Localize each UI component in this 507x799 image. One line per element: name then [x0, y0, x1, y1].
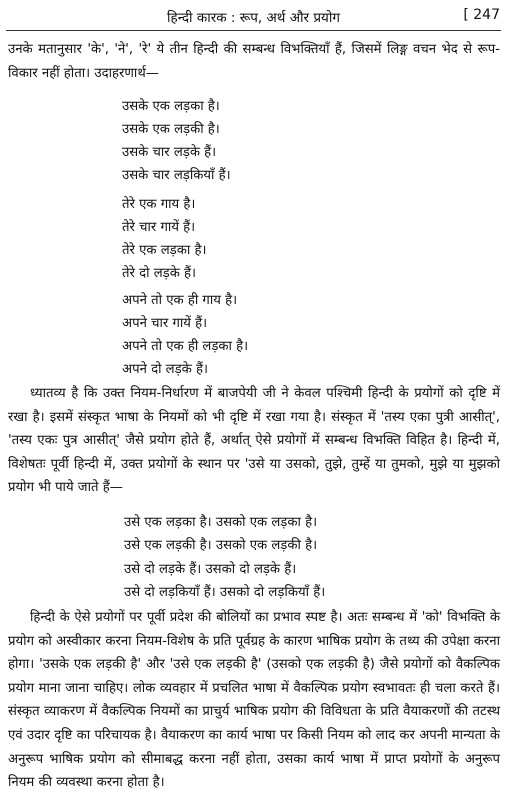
intro-paragraph: उनके मतानुसार 'के', 'ने', 'रे' ये तीन हिन्दी की सम्बन्ध विभक्तियाँ हैं, जिसमें लिङ्ग वचन भेद से रूप-विकार नहीं होता। उदाहरणार्थ—: [8, 42, 500, 81]
example-line: अपने दो लड़के हैं।: [122, 362, 209, 377]
example-line: उसके एक लड़की है।: [122, 122, 220, 137]
paragraph-2: ध्यातव्य है कि उक्त नियम-निर्धारण में बाजपेयी जी ने केवल पश्चिमी हिन्दी के प्रयोगों को दृष्टि में रखा है। इसमें संस्कृत भाषा के नियमों को भी दृष्टि में रखा गया है। संस्कृत में 'तस्य एका पुत्री आसीत्', 'तस्य एकः पुत्र आसीत्' जैसे प्रयोग होते हैं, अर्थात् ऐसे प्रयोगों में सम्बन्ध विभक्ति विहित है। हिन्दी में, विशेषतः पूर्वी हिन्दी में, उक्त प्रयोगों के स्थान पर 'उसे या उसको, तुझे, तुम्हें या तुमको, मुझे या मुझको प्रयोग भी पाये जाते हैं—: [8, 386, 500, 496]
example-line: उसे दो लड़कियाँ हैं। उसको दो लड़कियाँ हैं।: [124, 585, 326, 601]
running-header: [0, 6, 507, 28]
example-line: उसे एक लड़का है। उसको एक लड़का है।: [124, 515, 318, 530]
example-line: उसके एक लड़का है।: [122, 99, 220, 114]
header-rule: [6, 30, 501, 31]
example-line: तेरे दो लड़के हैं।: [122, 266, 197, 281]
example-group-1: [122, 95, 231, 187]
example-line: उसे दो लड़के हैं। उसको दो लड़के हैं।: [124, 561, 297, 577]
running-title: हिन्दी कारक : रूप, अर्थ और प्रयोग: [167, 10, 340, 26]
example-line: उसे एक लड़की है। उसको एक लड़की है।: [124, 538, 318, 554]
example-line: अपने तो एक ही लड़का है।: [122, 339, 249, 354]
example-line: उसके चार लड़के हैं।: [122, 145, 217, 160]
example-line: अपने चार गायें हैं।: [122, 316, 208, 331]
paragraph-3: हिन्दी के ऐसे प्रयोगों पर पूर्वी प्रदेश की बोलियों का प्रभाव स्पष्ट है। अतः सम्बन्ध में 'को' विभक्ति के प्रयोग को अस्वीकार करना नियम-विशेष के प्रति पूर्वग्रह के कारण भाषिक प्रयोग के तथ्य की उपेक्षा करना होगा। 'उसके एक लड़की है' और 'उसे एक लड़की है' (उसको एक लड़की है) जैसे प्रयोगों को वैकल्पिक प्रयोग माना जाना चाहिए। लोक व्यवहार में प्रचलित भाषा में वैकल्पिक प्रयोग स्वभावतः ही चला करते हैं। संस्कृत व्याकरण में वैकल्पिक नियमों का प्राचुर्य भाषिक प्रयोग की विविधता के प्रति वैयाकरणों की तटस्थ एवं उदार दृष्टि का परिचायक है। वैयाकरण का कार्य भाषा पर किसी नियम को लाद कर अपनी मान्यता के अनुरूप भाषिक प्रयोग को सीमाबद्ध करना नहीं होता, उसका कार्य भाषा में प्राप्त प्रयोगों के अनुरूप नियम की व्यवस्था करना होता है।: [8, 610, 500, 791]
example-line: उसके चार लड़कियाँ हैं।: [122, 168, 231, 183]
example-group-3: [122, 289, 248, 381]
page-number: [ 247: [463, 7, 500, 23]
example-line: अपने तो एक ही गाय है।: [122, 293, 238, 308]
example-group-2: [122, 193, 206, 285]
example-line: तेरे एक लड़का है।: [122, 243, 207, 258]
example-line: तेरे चार गायें हैं।: [122, 220, 196, 235]
example-line: तेरे एक गाय है।: [122, 197, 196, 212]
example-group-4: [124, 511, 325, 605]
